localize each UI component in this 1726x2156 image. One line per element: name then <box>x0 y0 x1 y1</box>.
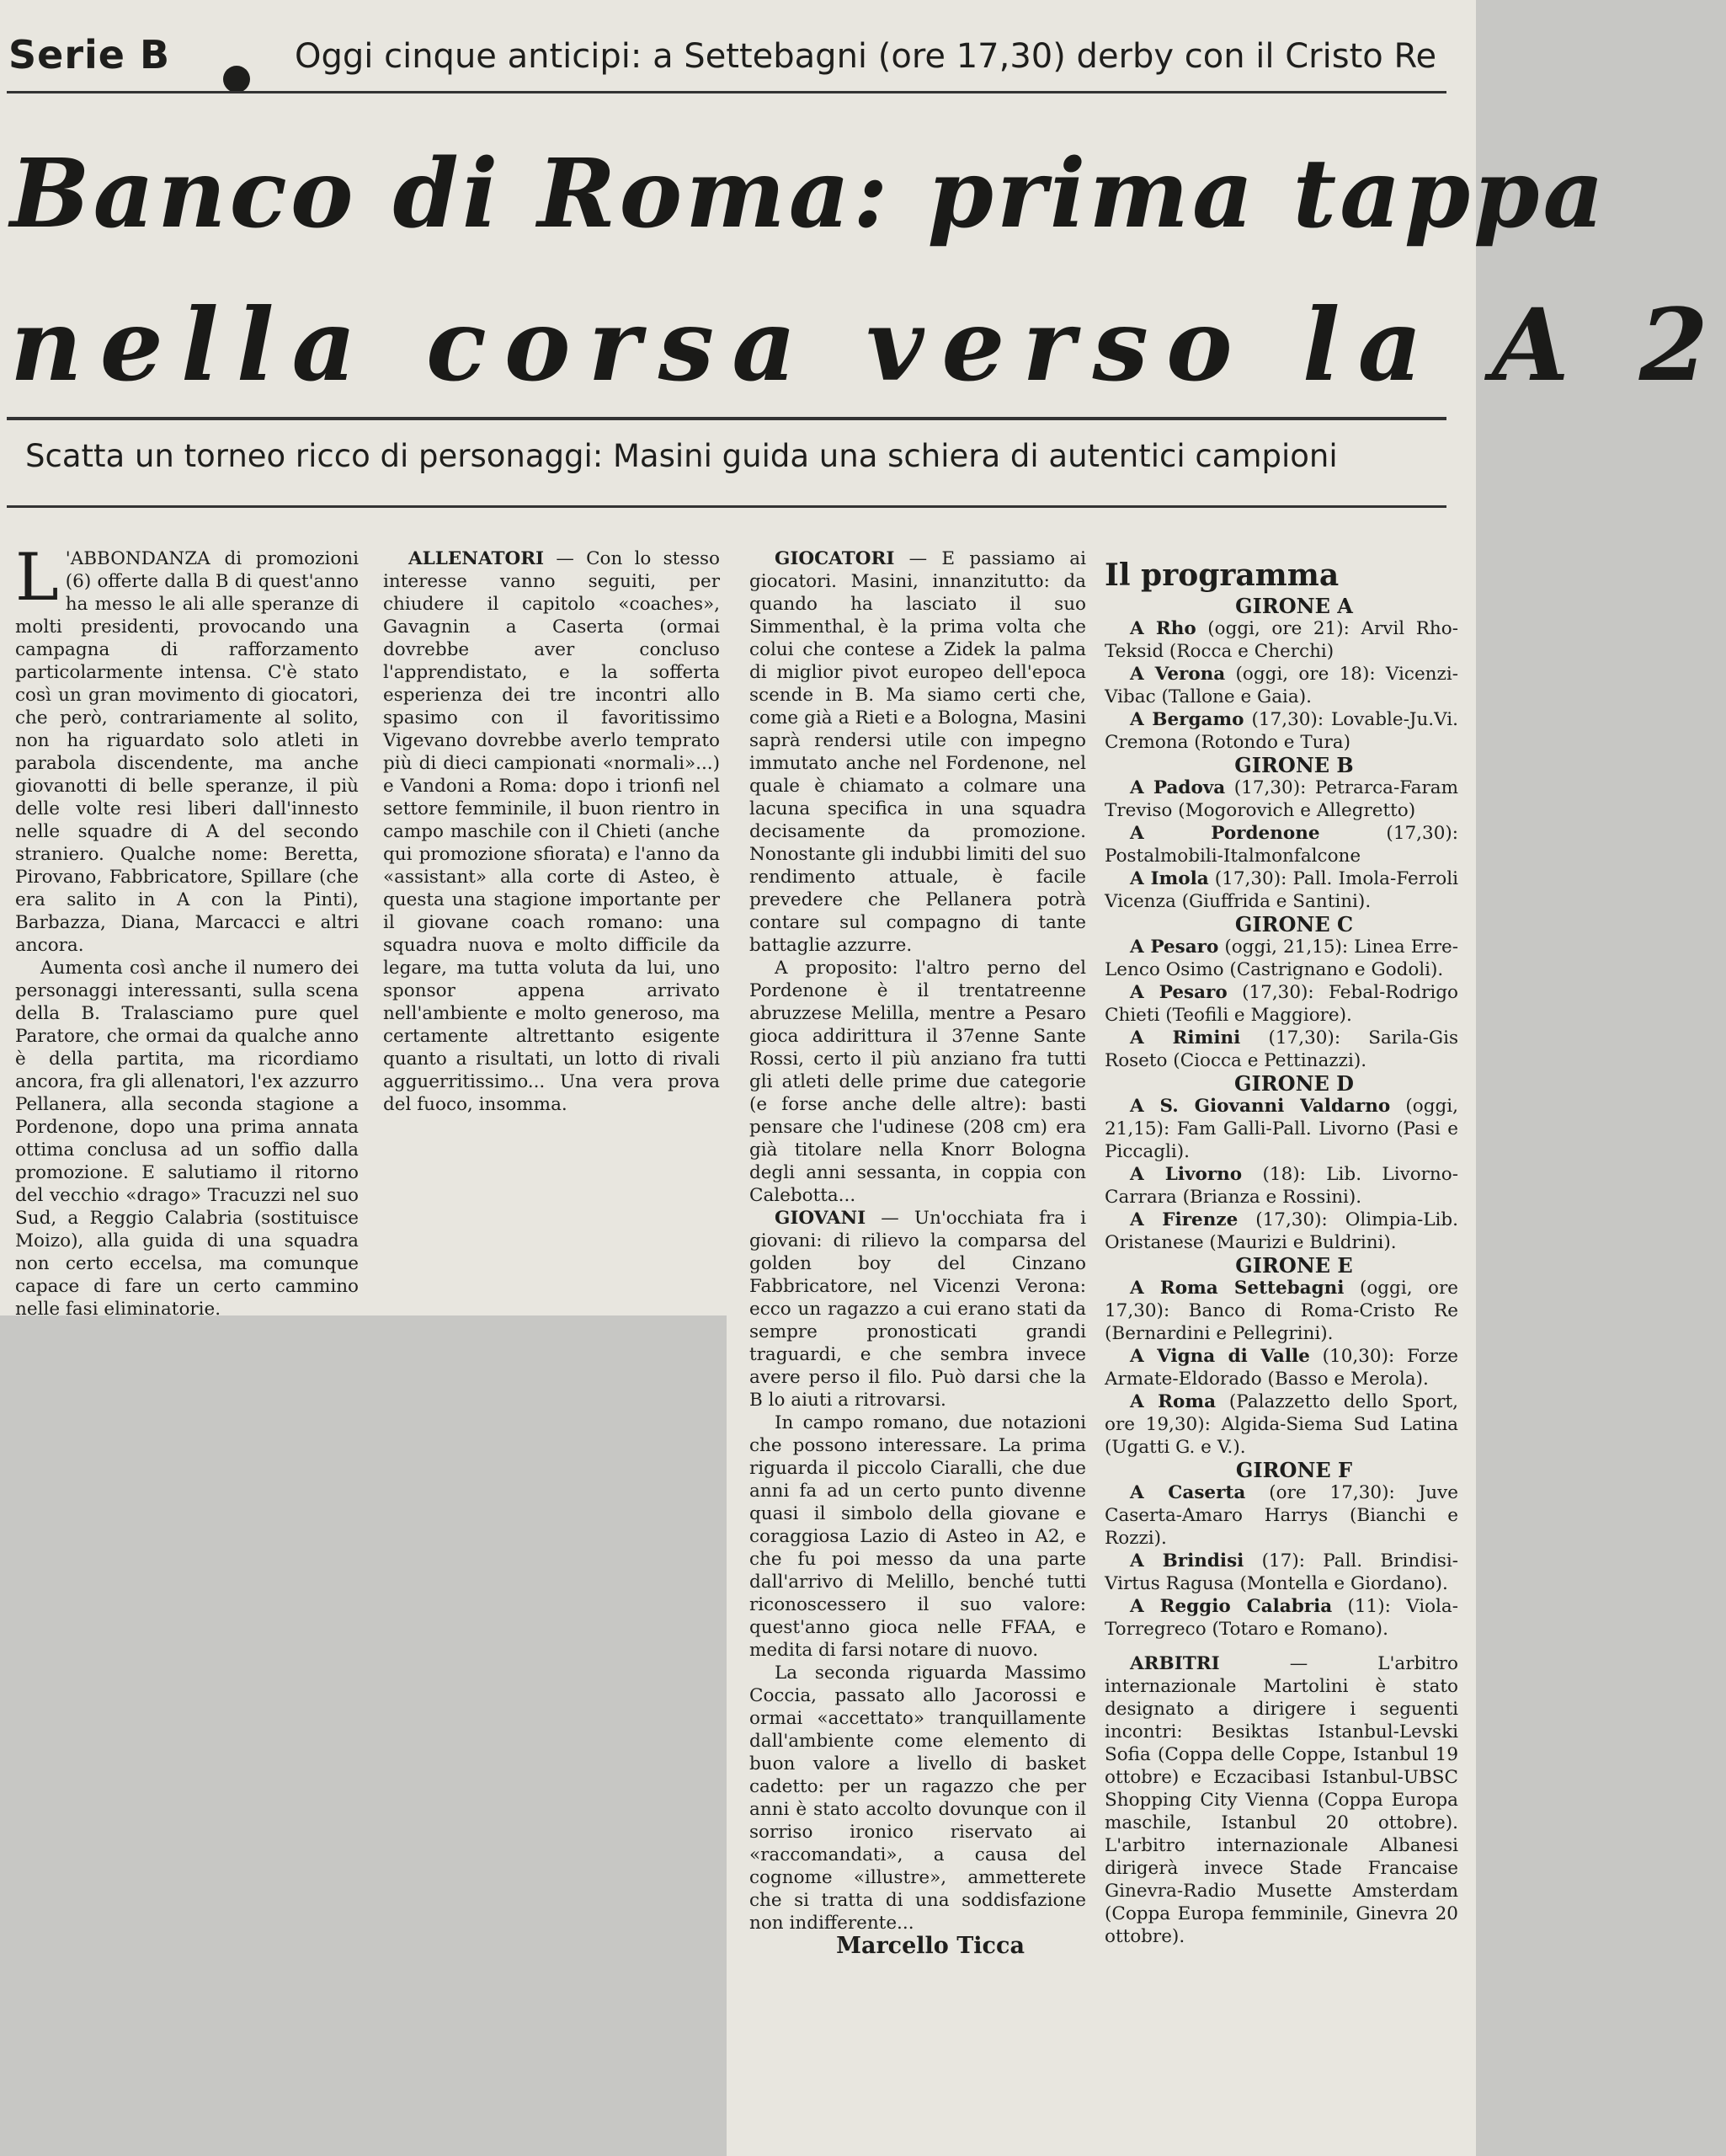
article-paragraph: GIOCATORI — E passiamo ai giocatori. Masini, innanzitutto: da quando ha lasciato il suo Simmenthal, è la prima volta che colui che contese a Zidek la palma di miglior pivot europeo dell'epoca scende in B. Ma siamo certi che, come già a Rieti e a Bologna, Masini saprà rendersi utile con impegno immutato anche nel Fordenone, nel quale è chiamato a colmare una lacuna specifica in una squadra decisamente da promozione. Nonostante gli indubbi limiti del suo rendimento attuale, è facile prevedere che Pellanera potrà contare sul compagno di tante battaglie azzurre. <box>749 548 1086 956</box>
girone-heading: GIRONE B <box>1234 753 1354 777</box>
game-venue: A Verona <box>1130 664 1226 685</box>
game-venue: A Imola <box>1130 868 1209 889</box>
gironi-list <box>1105 595 1458 1641</box>
article-column-1 <box>15 540 359 1321</box>
game-venue: A Rimini <box>1130 1027 1241 1049</box>
girone-heading: GIRONE C <box>1234 912 1354 937</box>
game-details: (oggi, ore 18): Vicenzi-Vibac (Tallone e Gaia). <box>1105 664 1458 707</box>
divider <box>7 505 1446 508</box>
game-details: (17,30): Lovable-Ju.Vi. Cremona (Rotondo e Tura) <box>1105 709 1458 753</box>
byline: Marcello Ticca <box>836 1933 1025 1959</box>
game-venue: A Rho <box>1130 618 1196 639</box>
section-lead: ARBITRI <box>1130 1653 1220 1674</box>
bullet-icon <box>223 66 250 93</box>
game-entry <box>1105 1163 1458 1209</box>
game-entry <box>1105 776 1458 822</box>
article-paragraph: ALLENATORI — Con lo stesso interesse vanno seguiti, per chiudere il capitolo «coaches», Gavagnin a Caserta (ormai dovrebbe aver concluso l'apprendistato, e la sofferta esperienza dei tre incontri allo spasimo con il favoritissimo Vigevano dovrebbe averlo temprato più di dieci campionati «normali»...) e Vandoni a Roma: dopo i trionfi nel settore femminile, il buon rientro in campo maschile con il Chieti (anche qui promozione sfiorata) e l'anno da «assistant» alla corte di Asteo, è questa una stagione importante per il giovane coach romano: una squadra nuova e molto difficile da legare, ma tutta voluta da lui, uno sponsor appena arrivato nell'ambiente e molto generoso, ma certamente altrettanto esigente quanto a risultati, un lotto di rivali agguerritissimo... Una vera prova del fuoco, insomma. <box>383 548 720 1115</box>
divider <box>7 417 1446 420</box>
game-venue: A Vigna di Valle <box>1130 1346 1310 1367</box>
game-details: (11): Viola-Torregreco (Totaro e Romano). <box>1105 1596 1458 1640</box>
article-paragraph: GIOVANI — Un'occhiata fra i giovani: di rilievo la comparsa del golden boy del Cinzano Fabbricatore, nel Vicenzi Verona: ecco un ragazzo a cui erano stati da sempre pronosticati grandi traguardi, e che sembra invece avere perso il filo. Può darsi che la B lo aiuti a ritrovarsi. <box>749 1208 1086 1411</box>
game-venue: A S. Giovanni Valdarno <box>1130 1096 1391 1117</box>
section-lead: GIOVANI <box>775 1208 866 1229</box>
article-column-2 <box>383 547 720 1116</box>
game-details: (17,30): Postalmobili-Italmonfalcone <box>1105 823 1459 867</box>
game-venue: A Pesaro <box>1130 982 1228 1003</box>
game-entry <box>1105 663 1458 708</box>
game-details: (oggi, 21,15): Fam Galli-Pall. Livorno (Pasi e Piccagli). <box>1105 1096 1458 1162</box>
headline-line-1: Banco di Roma: prima tappa <box>10 139 1608 249</box>
girone-heading: GIRONE D <box>1234 1071 1354 1096</box>
game-details: (Palazzetto dello Sport, ore 19,30): Algida-Siema Sud Latina (Ugatti G. e V.). <box>1105 1391 1458 1458</box>
game-venue: A Roma Settebagni <box>1130 1278 1345 1299</box>
game-venue: A Roma <box>1130 1391 1217 1412</box>
game-entry <box>1105 1095 1458 1163</box>
article-paragraph: A proposito: l'altro perno del Pordenone è il trentatreenne abruzzese Melilla, mentre a Pesaro gioca addirittura il 37enne Sante Rossi, certo il più anziano fra tutti gli atleti delle prime due categorie (e forse anche delle altre): basti pensare che l'udinese (208 cm) era già titolare nella Knorr Bologna degli anni sessanta, in coppia con Calebotta... <box>749 958 1086 1206</box>
kicker-bar <box>8 25 1459 93</box>
girone-heading: GIRONE E <box>1235 1253 1353 1278</box>
game-venue: A Bergamo <box>1130 709 1244 730</box>
game-details: (oggi, ore 17,30): Banco di Roma-Cristo Re (Bernardini e Pellegrini). <box>1105 1278 1458 1344</box>
game-entry <box>1105 1390 1458 1459</box>
article-column-3 <box>749 547 1086 1957</box>
game-venue: A Livorno <box>1130 1164 1243 1185</box>
article-paragraph: In campo romano, due notazioni che possono interessare. La prima riguarda il piccolo Ciaralli, che due anni fa ad un certo punto divenne quasi il simbolo della giovane e coraggiosa Lazio di Asteo in A2, e che fu poi messo da una parte dall'arrivo di Melillo, benché tutti riconoscessero il suo valore: quest'anno gioca nelle FFAA, e medita di farsi notare di nuovo. <box>749 1412 1086 1661</box>
game-entry <box>1105 867 1458 913</box>
headline-line-2: nella corsa verso la A 2 <box>10 286 1726 403</box>
game-details: (10,30): Forze Armate-Eldorado (Basso e Merola). <box>1105 1346 1458 1390</box>
game-entry <box>1105 1481 1458 1550</box>
game-details: (17,30): Febal-Rodrigo Chieti (Teofili e Maggiore). <box>1105 982 1458 1026</box>
game-entry <box>1105 708 1458 754</box>
game-details: (oggi, 21,15): Linea Erre-Lenco Osimo (Castrignano e Godoli). <box>1105 937 1458 980</box>
drop-cap: L <box>15 540 59 616</box>
programma-box <box>1105 556 1458 1948</box>
article-paragraph: Aumenta così anche il numero dei personaggi interessanti, sulla scena della B. Tralasciamo pure quel Paratore, che ormai da qualche anno è della partita, ma ricordiamo ancora, fra gli allenatori, l'ex azzurro Pellanera, alla seconda stagione a Pordenone, dopo una prima annata ottima conclusa ad un soffio dalla promozione. E salutiamo il ritorno del vecchio «drago» Tracuzzi nel suo Sud, a Reggio Calabria (sostituisce Moizo), alla guida di una squadra non certo eccelsa, ma comunque capace di fare un certo cammino nelle fasi eliminatorie. <box>15 958 359 1320</box>
game-entry <box>1105 1209 1458 1254</box>
game-details: (17,30): Petrarca-Faram Treviso (Mogorovich e Allegretto) <box>1105 777 1458 821</box>
game-entry <box>1105 981 1458 1027</box>
divider <box>7 91 1446 93</box>
section-label: Serie B <box>8 32 171 77</box>
game-entry <box>1105 1595 1458 1641</box>
game-venue: A Pordenone <box>1130 823 1320 844</box>
game-entry <box>1105 1277 1458 1345</box>
game-venue: A Brindisi <box>1130 1550 1244 1572</box>
game-entry <box>1105 1027 1458 1072</box>
game-details: (oggi, ore 21): Arvil Rho-Teksid (Rocca e Cherchi) <box>1105 618 1458 662</box>
girone-heading: GIRONE F <box>1235 1458 1353 1482</box>
game-venue: A Padova <box>1130 777 1226 798</box>
game-entry <box>1105 1345 1458 1390</box>
game-venue: A Pesaro <box>1130 937 1219 958</box>
game-details: (17,30): Sarila-Gis Roseto (Ciocca e Pettinazzi). <box>1105 1027 1459 1071</box>
game-entry <box>1105 822 1458 867</box>
section-lead: GIOCATORI <box>775 548 895 569</box>
article-paragraph: La seconda riguarda Massimo Coccia, passato allo Jacorossi e ormai «accettato» tranquillamente dall'ambiente come elemento di buon valore a livello di basket cadetto: per un ragazzo che per anni è stato accolto dovunque con il sorriso ironico riservato ai «raccomandati», a causa del cognome «illustre», ammetterete che si tratta di una soddisfazione non indifferente... <box>749 1662 1086 1934</box>
programma-title: Il programma <box>1105 558 1340 593</box>
game-details: (17,30): Olimpia-Lib. Oristanese (Maurizi e Buldrini). <box>1105 1209 1459 1253</box>
game-details: (ore 17,30): Juve Caserta-Amaro Harrys (Bianchi e Rozzi). <box>1105 1482 1458 1549</box>
game-entry <box>1105 1550 1458 1595</box>
game-entry <box>1105 936 1458 981</box>
game-details: (17,30): Pall. Imola-Ferroli Vicenza (Giuffrida e Santini). <box>1105 868 1458 912</box>
section-lead: ALLENATORI <box>408 548 545 569</box>
arbitri-paragraph: ARBITRI — L'arbitro internazionale Martolini è stato designato a dirigere i seguenti incontri: Besiktas Istanbul-Levski Sofia (Coppa delle Coppe, Istanbul 19 ottobre) e Eczacibasi Istanbul-UBSC Shopping City Vienna (Coppa Europa maschile, Istanbul 20 ottobre). L'arbitro internazionale Albanesi dirigerà invece Stade Francaise Ginevra-Radio Musette Amsterdam (Coppa Europa femminile, Ginevra 20 ottobre). <box>1105 1653 1458 1947</box>
article-paragraph: L 'ABBONDANZA di promozioni (6) offerte dalla B di quest'anno ha messo le ali alle speranze di molti presidenti, provocando una campagna di rafforzamento particolarmente intensa. C'è stato così un gran movimento di giocatori, che però, contrariamente al solito, non ha riguardato solo atleti in parabola discendente, ma anche giovanotti di belle speranze, il più delle volte resi liberi dall'innesto nelle squadre di A del secondo straniero. Qualche nome: Beretta, Pirovano, Fabbricatore, Spillare (che era salito in A con la Pinti), Barbazza, Diana, Marcacci e altri ancora. <box>15 540 359 956</box>
game-details: (18): Lib. Livorno-Carrara (Brianza e Rossini). <box>1105 1164 1458 1208</box>
kicker-text: Oggi cinque anticipi: a Settebagni (ore 17,30) derby con il Cristo Re <box>295 37 1437 76</box>
game-entry <box>1105 617 1458 663</box>
girone-heading: GIRONE A <box>1235 594 1353 618</box>
game-venue: A Firenze <box>1130 1209 1239 1230</box>
game-venue: A Reggio Calabria <box>1130 1596 1333 1617</box>
subheadline: Scatta un torneo ricco di personaggi: Masini guida una schiera di autentici campioni <box>25 438 1338 474</box>
game-details: (17): Pall. Brindisi-Virtus Ragusa (Montella e Giordano). <box>1105 1550 1459 1594</box>
game-venue: A Caserta <box>1130 1482 1246 1503</box>
